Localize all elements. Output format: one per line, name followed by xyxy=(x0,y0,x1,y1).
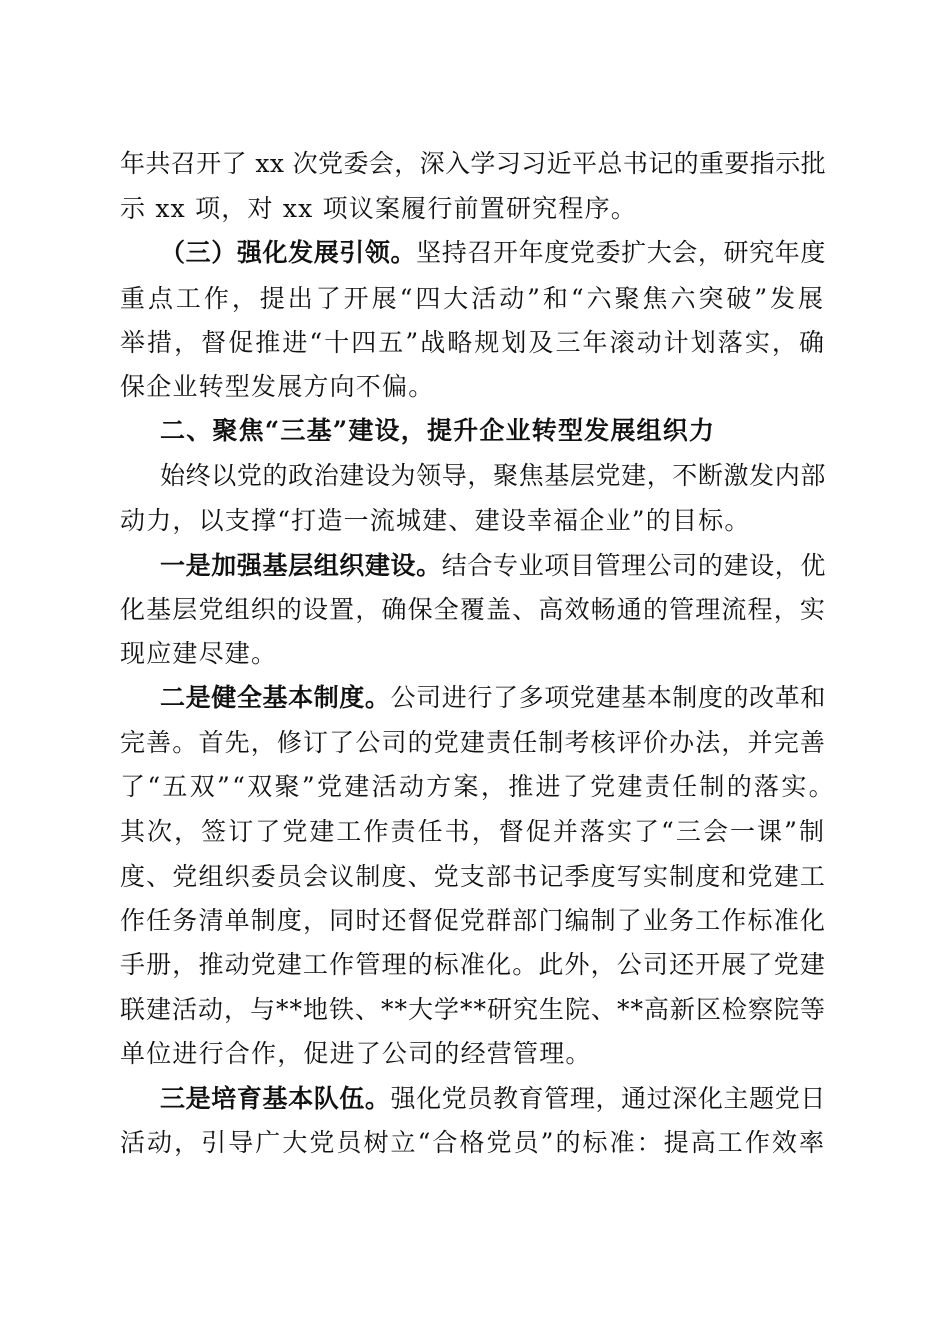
text-line xyxy=(160,678,826,718)
heading-text: 二是健全基本制度。 xyxy=(160,683,391,712)
text-line xyxy=(120,723,826,763)
text-line xyxy=(120,279,826,319)
heading-text: （三）强化发展引领。 xyxy=(160,238,417,267)
body-text: 手册，推动党建工作管理的标准化。此外，公司还开展了党建 xyxy=(120,950,826,979)
body-text: 度、党组织委员会议制度、党支部书记季度写实制度和党建工 xyxy=(120,862,826,891)
text-line xyxy=(120,634,277,674)
body-text: 现应建尽建。 xyxy=(120,639,278,668)
text-line xyxy=(120,1034,592,1074)
text-line xyxy=(120,1123,826,1163)
text-line xyxy=(120,901,826,941)
body-text: 活动，引导广大党员树立“合格党员”的标准：提高工作效率 xyxy=(120,1128,826,1157)
body-text: 年共召开了 xx 次党委会，深入学习习近平总书记的重要指示批 xyxy=(120,149,826,178)
text-line xyxy=(120,857,826,897)
text-line xyxy=(120,590,826,630)
text-line xyxy=(120,144,826,184)
text-line xyxy=(160,411,715,451)
text-line xyxy=(120,945,826,985)
body-text: 完善。首先，修订了公司的党建责任制考核评价办法，并完善 xyxy=(120,728,826,757)
body-text: 单位进行合作，促进了公司的经营管理。 xyxy=(120,1039,592,1068)
text-line xyxy=(120,812,826,852)
body-text: 化基层党组织的设置，确保全覆盖、高效畅通的管理流程，实 xyxy=(120,595,826,624)
body-text: 强化党员教育管理，通过深化主题党日 xyxy=(390,1084,826,1113)
body-text: 动力，以支撑“打造一流城建、建设幸福企业”的目标。 xyxy=(120,506,751,535)
text-line xyxy=(160,1079,826,1119)
body-text: 示 xx 项，对 xx 项议案履行前置研究程序。 xyxy=(120,194,637,223)
body-text: 重点工作，提出了开展“四大活动”和“六聚焦六突破”发展 xyxy=(120,284,826,313)
body-text: 其次，签订了党建工作责任书，督促并落实了“三会一课”制 xyxy=(120,817,826,846)
body-text: 始终以党的政治建设为领导，聚焦基层党建，不断激发内部 xyxy=(160,461,826,490)
text-line xyxy=(160,456,826,496)
text-line xyxy=(120,189,637,229)
text-line xyxy=(120,323,826,363)
body-text: 结合专业项目管理公司的建设，优 xyxy=(441,551,826,580)
text-line xyxy=(120,367,434,407)
text-line xyxy=(160,546,826,586)
body-text: 作任务清单制度，同时还督促党群部门编制了业务工作标准化 xyxy=(120,906,826,935)
body-text: 保企业转型发展方向不偏。 xyxy=(120,372,435,401)
body-text: 联建活动，与**地铁、**大学**研究生院、**高新区检察院等 xyxy=(120,995,826,1024)
text-line xyxy=(120,501,751,541)
heading-text: 二、聚焦“三基”建设，提升企业转型发展组织力 xyxy=(160,416,716,445)
body-text: 了“五双”“双聚”党建活动方案，推进了党建责任制的落实。 xyxy=(120,772,836,801)
heading-text: 三是培育基本队伍。 xyxy=(160,1084,391,1113)
text-line xyxy=(120,767,836,807)
body-text: 公司进行了多项党建基本制度的改革和 xyxy=(390,683,826,712)
text-line xyxy=(120,990,826,1030)
heading-text: 一是加强基层组织建设。 xyxy=(160,551,442,580)
text-line xyxy=(160,233,826,273)
body-text: 举措，督促推进“十四五”战略规划及三年滚动计划落实，确 xyxy=(120,328,826,357)
body-text: 坚持召开年度党委扩大会，研究年度 xyxy=(416,238,826,267)
